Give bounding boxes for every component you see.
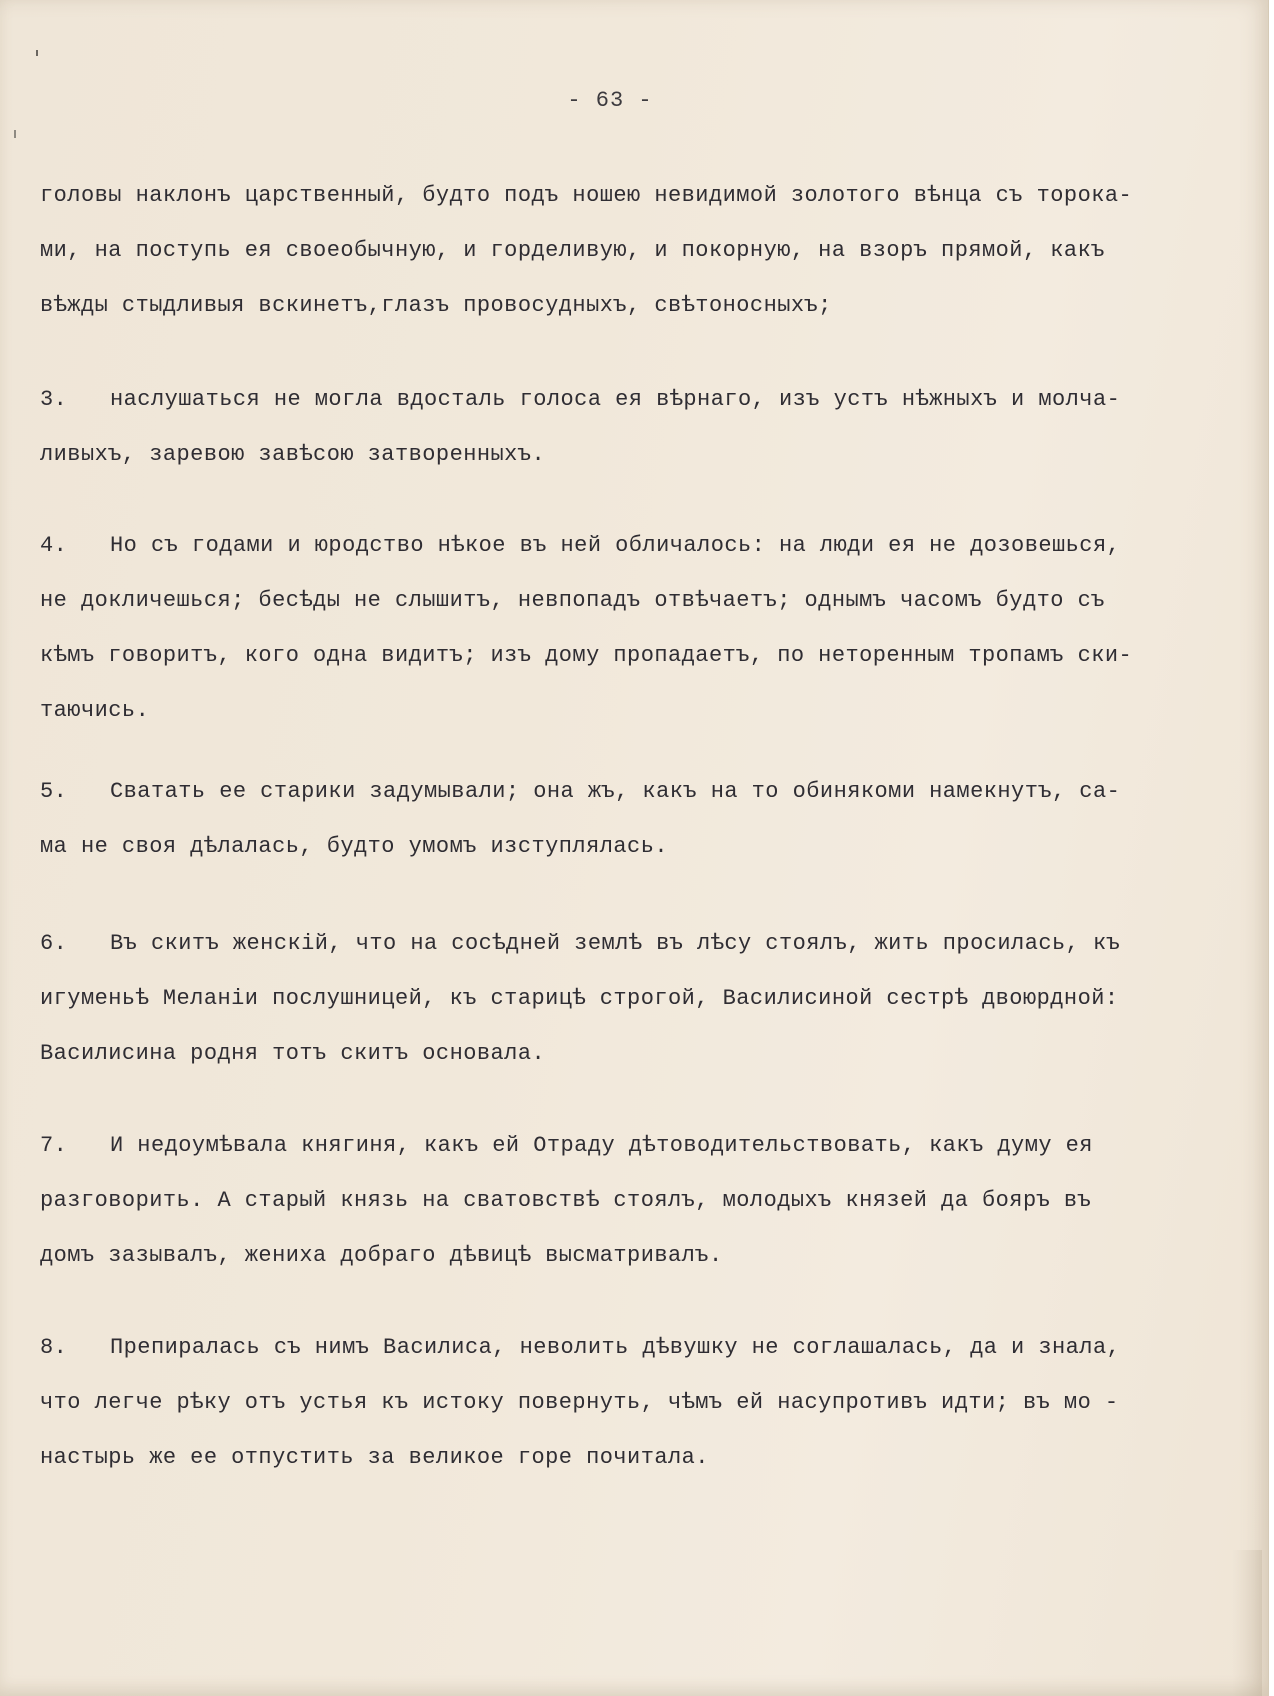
text-line: разговорить. А старый князь на сватовствѣ стоялъ, молодыхъ князей да бояръ въ	[40, 1188, 1092, 1213]
paragraph-6	[40, 916, 1250, 1081]
text-line: ма не своя дѣлалась, будто умомъ изступлялась.	[40, 834, 668, 859]
paragraph-7	[40, 1118, 1250, 1283]
paragraph-3	[40, 372, 1250, 482]
paragraph-number: 4.	[40, 533, 68, 558]
text-line-content: И недоумѣвала княгиня, какъ ей Отраду дѣтоводительствовать, какъ думу ея	[110, 1133, 1093, 1158]
paragraph-continued	[40, 168, 1250, 333]
text-line: вѣжды стыдливыя вскинетъ,глазъ провосудныхъ, свѣтоносныхъ;	[40, 293, 832, 318]
text-line	[40, 764, 1250, 819]
text-line: кѣмъ говоритъ, кого одна видитъ; изъ дому пропадаетъ, по неторенным тропамъ ски-	[40, 643, 1133, 668]
text-line-content: Въ скитъ женскiй, что на сосѣдней землѣ въ лѣсу стоялъ, жить просилась, къ	[110, 931, 1121, 956]
text-line: Василисина родня тотъ скитъ основала.	[40, 1041, 546, 1066]
text-line-content: Но съ годами и юродство нѣкое въ ней обличалось: на люди ея не дозовешься,	[110, 533, 1121, 558]
ink-mark	[36, 50, 38, 56]
text-line: ливыхъ, заревою завѣсою затворенныхъ.	[40, 442, 546, 467]
text-line	[40, 1320, 1250, 1375]
text-line-content: наслушаться не могла вдосталь голоса ея вѣрнаго, изъ устъ нѣжныхъ и молча-	[110, 387, 1121, 412]
text-line: таючись.	[40, 698, 150, 723]
text-line-content: Сватать ее старики задумывали; она жъ, какъ на то обинякоми намекнутъ, са-	[110, 779, 1121, 804]
text-line: не докличешься; бесѣды не слышитъ, невпопадъ отвѣчаетъ; однымъ часомъ будто съ	[40, 588, 1105, 613]
paragraph-8	[40, 1320, 1250, 1485]
paragraph-5	[40, 764, 1250, 874]
text-line: головы наклонъ царственный, будто подъ ношею невидимой золотого вѣнца съ торока-	[40, 183, 1133, 208]
text-line: домъ зазывалъ, жениха добраго дѣвицѣ высматривалъ.	[40, 1243, 723, 1268]
paragraph-number: 7.	[40, 1133, 68, 1158]
page-edge-shadow	[1232, 1550, 1262, 1696]
text-line: настырь же ее отпустить за великое горе почитала.	[40, 1445, 709, 1470]
text-line	[40, 372, 1250, 427]
ink-mark	[14, 130, 16, 138]
text-line	[40, 1118, 1250, 1173]
text-line: игуменьѣ Меланiи послушницей, къ старицѣ строгой, Василисиной сестрѣ двоюрдной:	[40, 986, 1119, 1011]
paragraph-number: 5.	[40, 779, 68, 804]
text-line	[40, 518, 1250, 573]
text-line-content: Препиралась съ нимъ Василиса, неволить дѣвушку не соглашалась, да и знала,	[110, 1335, 1121, 1360]
paragraph-number: 3.	[40, 387, 68, 412]
text-line: ми, на поступь ея своеобычную, и горделивую, и покорную, на взоръ прямой, какъ	[40, 238, 1105, 263]
paragraph-number: 8.	[40, 1335, 68, 1360]
paragraph-4	[40, 518, 1250, 738]
page-number: - 63 -	[567, 88, 653, 113]
text-line: что легче рѣку отъ устья къ истоку повернуть, чѣмъ ей насупротивъ идти; въ мо -	[40, 1390, 1119, 1415]
paragraph-number: 6.	[40, 931, 68, 956]
text-line	[40, 916, 1250, 971]
